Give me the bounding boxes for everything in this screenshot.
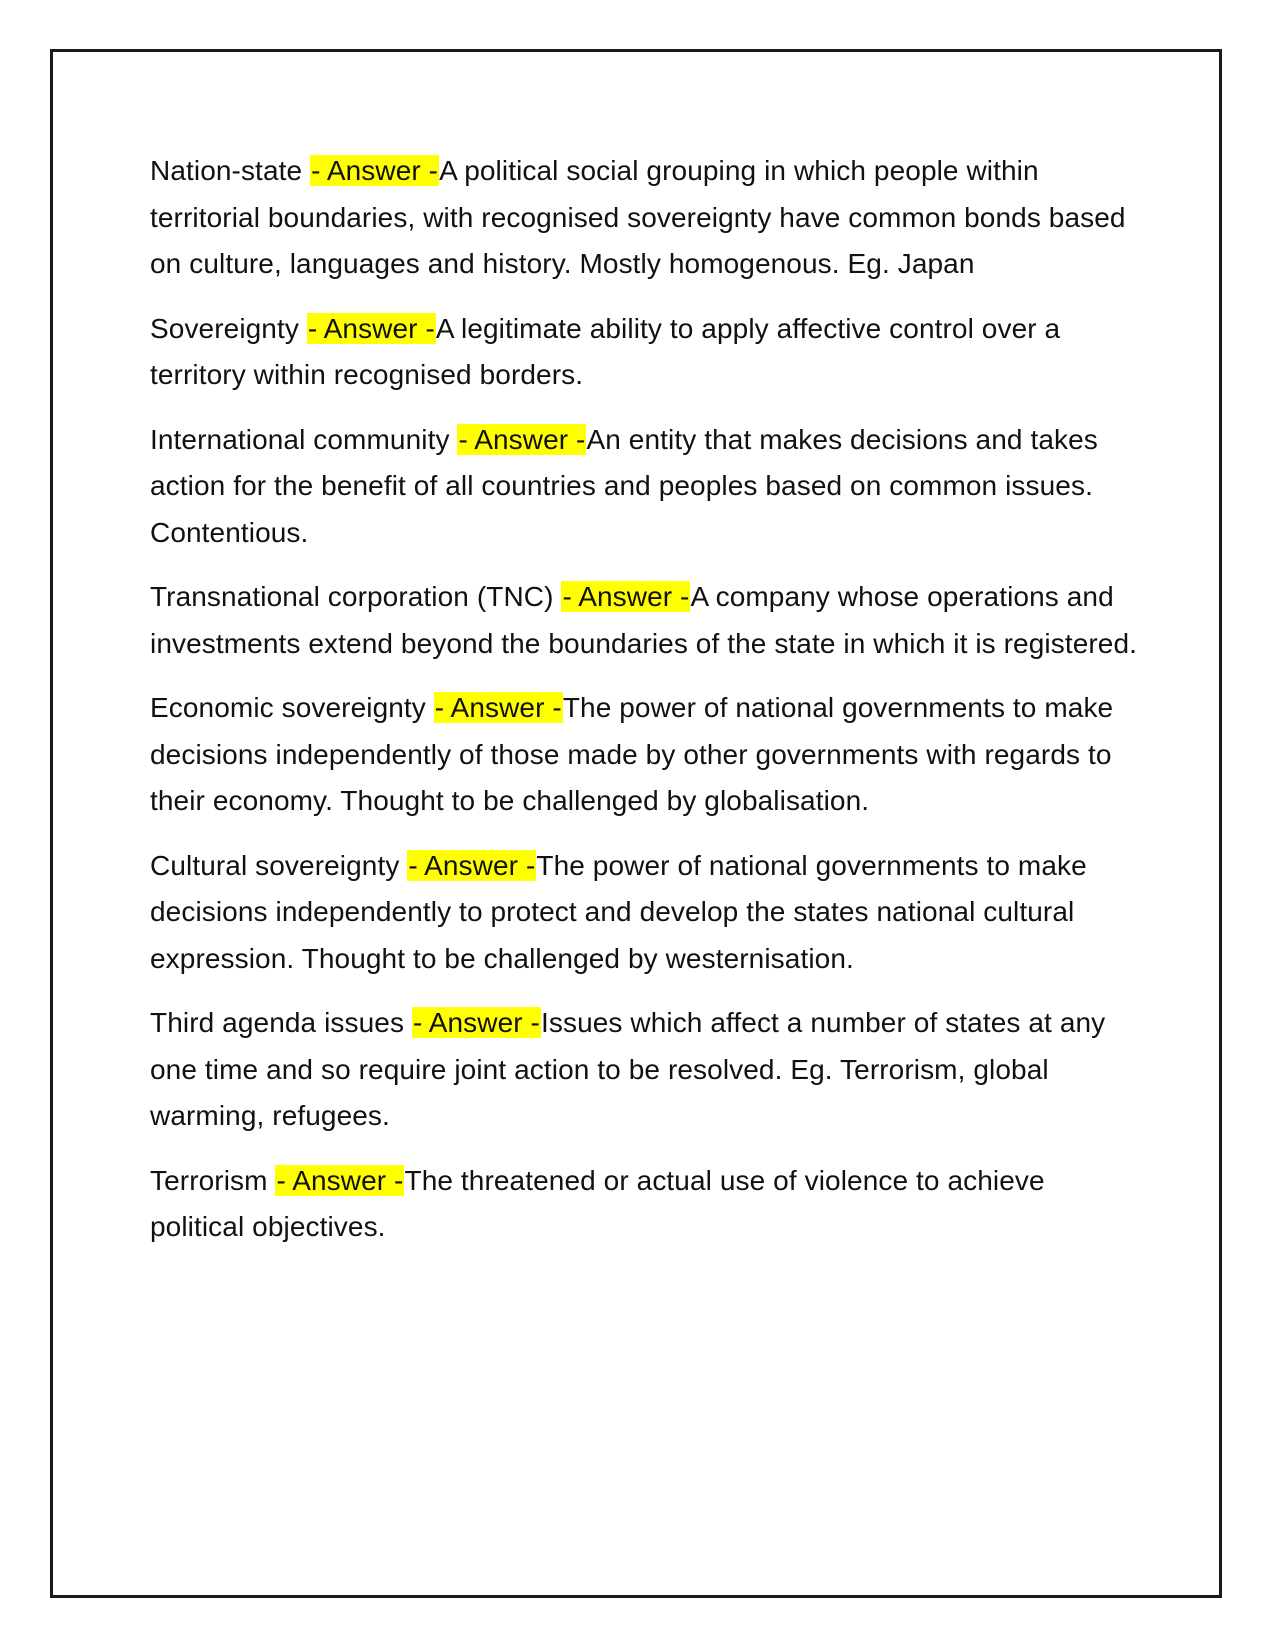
term: Economic sovereignty [150, 692, 426, 723]
definition: An entity that makes decisions and takes action for the benefit of all countries and peoples based on common issues. Contentious. [150, 423, 1098, 548]
entry-terrorism [150, 1158, 1140, 1251]
entry-nation-state [150, 148, 1140, 288]
flashcard-list [150, 148, 1140, 1269]
entry-sovereignty [150, 306, 1140, 399]
definition: Issues which affect a number of states at any one time and so require joint action to be resolved. Eg. Terrorism, global warming, refugees. [150, 1007, 1106, 1131]
definition: A political social grouping in which people within territorial boundaries, with recognised sovereignty have common bonds based on culture, languages and history. Mostly homogenous. Eg. Japan [150, 155, 1126, 279]
entry-tnc [150, 574, 1140, 667]
term: Cultural sovereignty [150, 849, 400, 881]
definition: The power of national governments to make decisions independently to protect and develop the states national cultural expression. Thought to be challenged by westernisation. [150, 849, 1087, 974]
entry-cultural-sovereignty [150, 843, 1140, 983]
answer-highlight: - Answer - [562, 581, 690, 612]
term: Nation-state [150, 155, 303, 186]
answer-highlight: - Answer - [434, 692, 562, 723]
answer-highlight: - Answer - [311, 155, 439, 186]
term: Third agenda issues [150, 1007, 405, 1038]
answer-highlight: - Answer - [307, 312, 435, 344]
definition: A legitimate ability to apply affective control over a territory within recognised borders. [150, 312, 1061, 390]
answer-highlight: - Answer - [412, 1007, 540, 1038]
entry-economic-sovereignty [150, 685, 1140, 825]
definition: A company whose operations and investments extend beyond the boundaries of the state in which it is registered. [150, 581, 1138, 659]
answer-highlight: - Answer - [276, 1164, 404, 1196]
answer-highlight: - Answer - [458, 423, 586, 455]
entry-third-agenda-issues [150, 1000, 1140, 1140]
term: Sovereignty [150, 312, 299, 344]
definition: The threatened or actual use of violence to achieve political objectives. [150, 1164, 1045, 1242]
definition: The power of national governments to make decisions independently of those made by other governments with regards to their economy. Thought to be challenged by globalisation. [150, 692, 1114, 816]
entry-international-community [150, 417, 1140, 557]
term: Terrorism [150, 1164, 268, 1196]
answer-highlight: - Answer - [408, 849, 536, 881]
term: Transnational corporation (TNC) [150, 581, 554, 612]
term: International community [150, 423, 450, 455]
